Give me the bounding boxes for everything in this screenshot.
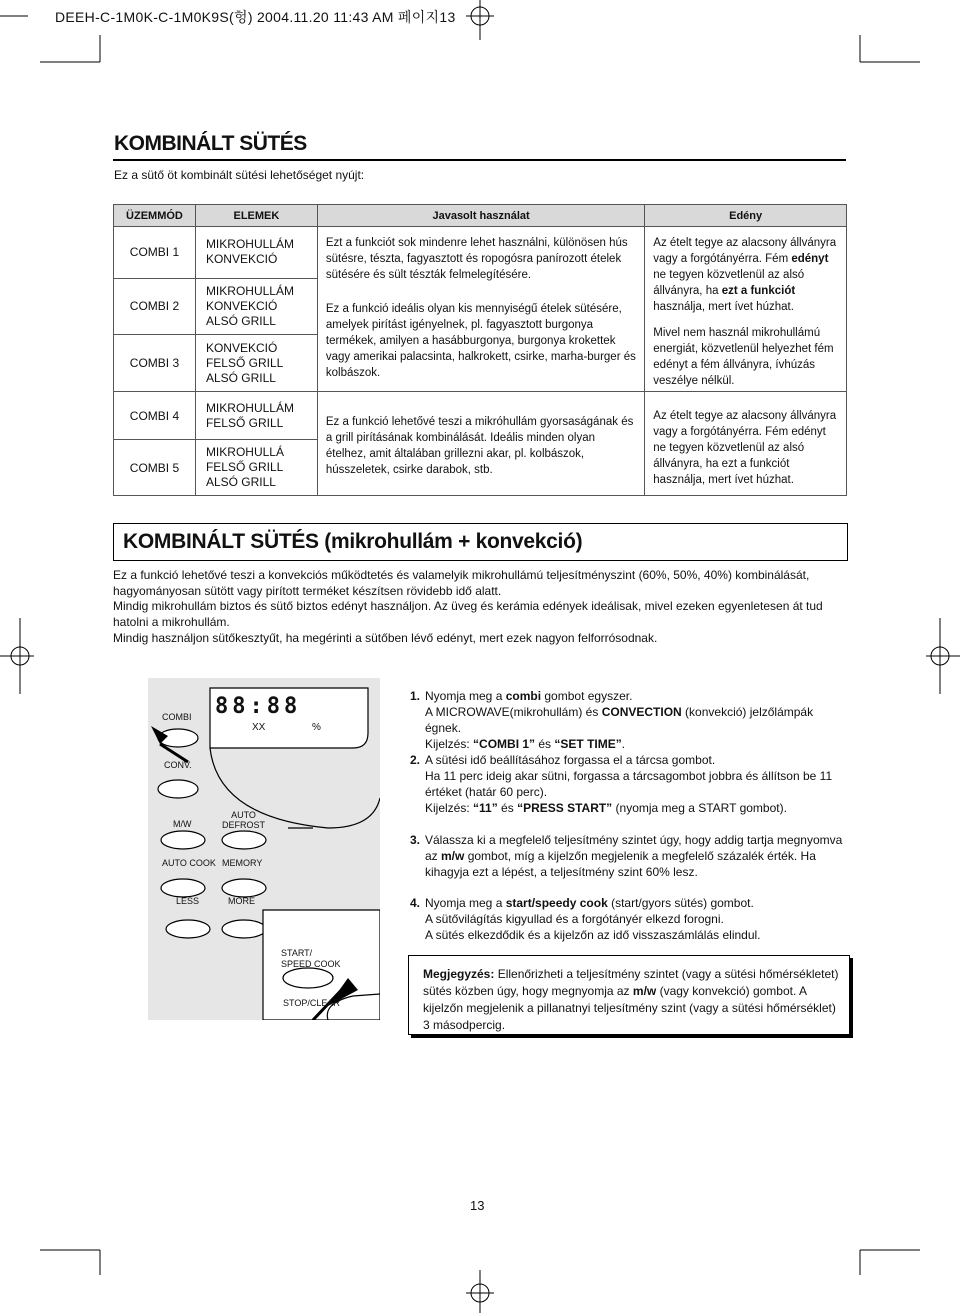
element-label: KONVEKCIÓ [205, 298, 278, 313]
dish-text: Az ételt tegye az alacsony állványra vagy a forgótányérra. Fém edényt ne tegyen közvetlenül az alsó állványra, ha ezt a funkciót használja, mert ívet húzhat. [653, 410, 837, 486]
dish-cell [645, 227, 847, 392]
control-panel-illustration [148, 678, 380, 1020]
mw-label: M/W [173, 819, 192, 829]
mode-cell: COMBI 1 [114, 227, 196, 279]
usage-text: Ez a funkció lehetővé teszi a mikróhullám gyorsaságának és a grill pirításának kombinálását. Ideális minden olyan ételhez, amit általában grillezni akar, pl. kolbászok, hússzeletek, csirke darabok, stb. [325, 416, 634, 476]
combi-label: COMBI [162, 712, 192, 722]
element-label: MIKROHULLÁM [205, 283, 294, 298]
element-label: MIKROHULLÁM [205, 237, 294, 252]
step-line: Kijelzés: “11” és “PRESS START” (nyomja meg a START gombot). [425, 801, 787, 815]
elements-cell [195, 278, 317, 335]
section2-title: KOMBINÁLT SÜTÉS (mikrohullám + konvekció) [123, 530, 583, 553]
element-label: MIKROHULLÁ [205, 445, 284, 459]
header-mode: ÜZEMMÓD [114, 205, 196, 227]
note-label: Megjegyzés: [423, 967, 495, 981]
title-rule [113, 159, 846, 161]
note-text: Megjegyzés: Ellenőrizheti a teljesítmény szintet (vagy a sütési hőmérsékletet) sütés közben úgy, hogy megnyomja az m/w (vagy konvekció) gombot. A kijelzőn megjelenik a pillanatnyi teljesítmény szint (vagy a sütési hőmérséklet) 3 másodpercig. [423, 967, 839, 1032]
element-label: ALSÓ GRILL [205, 313, 276, 328]
start-label: START/ SPEED COOK [281, 948, 341, 969]
auto-cook-label: AUTO COOK [162, 858, 216, 868]
step-line: Nyomja meg a start/speedy cook (start/gyors sütés) gombot. [425, 896, 754, 910]
step-1 [410, 688, 850, 752]
element-label: MIKROHULLÁM [205, 400, 294, 415]
usage-cell [317, 227, 644, 392]
step-line: Nyomja meg a combi gombot egyszer. [425, 689, 633, 703]
header-usage: Javasolt használat [317, 205, 644, 227]
element-label: KONVEKCIÓ [205, 340, 278, 355]
step-line: A sütés elkezdődik és a kijelzőn az idő visszaszámlálás elindul. [425, 928, 761, 942]
table-row [114, 227, 847, 279]
element-label: FELSŐ GRILL [205, 355, 284, 370]
step-2 [410, 752, 850, 816]
display-xx: XX [252, 722, 266, 733]
step-line: A MICROWAVE(mikrohullám) és CONVECTION (konvekció) jelzőlámpák égnek. [425, 705, 814, 735]
section2-paragraph: Mindig mikrohullám biztos és sütő biztos edényt használjon. Az üveg és kerámia edények ideálisak, mivel ezeken egyenletesen át tud hatolni a mikrohullám. [113, 599, 823, 629]
step-line: Kijelzés: “COMBI 1” és “SET TIME”. [425, 737, 626, 751]
header-elements: ELEMEK [195, 205, 317, 227]
table-row [114, 392, 847, 440]
step-number: 4. [410, 896, 421, 910]
print-header: DEEH-C-1M0K-C-1M0K9S(헝) 2004.11.20 11:43 AM 페이지13 [55, 9, 456, 25]
more-label: MORE [228, 896, 255, 906]
section-title: KOMBINÁLT SÜTÉS [114, 132, 307, 155]
mode-cell: COMBI 5 [114, 440, 196, 496]
stop-label: STOP/CLEAR [283, 998, 340, 1008]
elements-cell [195, 227, 317, 279]
display-digits: 88:88 [215, 694, 302, 719]
step-line: A sütési idő beállításához forgassa el a tárcsa gombot. [425, 753, 716, 767]
step-4 [410, 895, 850, 943]
auto-defrost-label: AUTO DEFROST [222, 810, 266, 830]
usage-text: Ezt a funkciót sok mindenre lehet használni, különösen hús sütésre, tészta, fagyasztott és ropogósra panírozott ételek sütésére és sült tészták felmelegítésére. [325, 237, 628, 281]
dish-text: Mivel nem használ mikrohullámú energiát, közvetlenül helyezhet fém edényt a fém állványra, ívhúzás veszélye nélkül. [653, 327, 834, 387]
elements-cell [195, 440, 317, 496]
mode-cell: COMBI 4 [114, 392, 196, 440]
dish-text: Az ételt tegye az alacsony állványra vagy a forgótányérra. Fém edényt ne tegyen közvetlenül az alsó állványra, ha ezt a funkciót használja, mert ívet húzhat. [653, 237, 837, 313]
usage-text: Ez a funkció ideális olyan kis mennyiségű ételek sütésére, amelyek pirítást igényelnek, pl. fagyasztott burgonya termékek, amilyen a hasábburgonya, burgonya krokettek vagy amerikai palacsinta, halkrokett, csirke, marha-burger és kolbászok. [325, 303, 636, 379]
mode-cell: COMBI 3 [114, 335, 196, 392]
element-label: FELSŐ GRILL [205, 460, 284, 474]
header-dish: Edény [645, 205, 847, 227]
section-intro: Ez a sütő öt kombinált sütési lehetőséget nyújt: [114, 168, 365, 182]
dish-cell [645, 392, 847, 496]
page-number: 13 [470, 1198, 485, 1213]
display-percent: % [312, 722, 321, 733]
step-line: Válassza ki a megfelelő teljesítmény szintet úgy, hogy addig tartja megnyomva az m/w gombot, míg a kijelzőn megjelenik a megfelelő százalék érték. Ha kihagyja ezt a lépést, a teljesítmény szint 60% lesz. [425, 833, 843, 879]
less-label: LESS [176, 896, 200, 906]
conv-label: CONV. [164, 760, 192, 770]
step-line: Ha 11 perc ideig akar sütni, forgassa a tárcsagombot jobbra és állítson be 11 értéket (határ 60 perc). [425, 769, 833, 799]
step-number: 3. [410, 833, 421, 847]
table-header-row [114, 205, 847, 227]
mode-cell: COMBI 2 [114, 278, 196, 335]
element-label: FELSŐ GRILL [205, 415, 284, 430]
usage-cell [317, 392, 644, 496]
element-label: ALSÓ GRILL [205, 370, 276, 385]
note-box [408, 955, 850, 1035]
element-label: KONVEKCIÓ [205, 252, 278, 267]
combi-modes-table [113, 204, 847, 496]
section2-paragraph: Ez a funkció lehetővé teszi a konvekciós működtetés és valamelyik mikrohullámú teljesítményszint (60%, 50%, 40%) kombinálását, hagyományosan sütött vagy pirított terméket készítsen rövidebb idő alatt. [113, 568, 810, 598]
element-label: ALSÓ GRILL [205, 475, 276, 489]
elements-cell [195, 392, 317, 440]
memory-label: MEMORY [222, 858, 263, 868]
section2-paragraph: Mindig használjon sütőkesztyűt, ha megérinti a sütőben lévő edényt, mert ezek nagyon felforrósodnak. [113, 631, 658, 645]
elements-cell [195, 335, 317, 392]
step-number: 2. [410, 753, 421, 767]
step-3 [410, 832, 850, 880]
step-number: 1. [410, 689, 421, 703]
step-line: A sütővilágítás kigyullad és a forgótányér elkezd forogni. [425, 912, 724, 926]
